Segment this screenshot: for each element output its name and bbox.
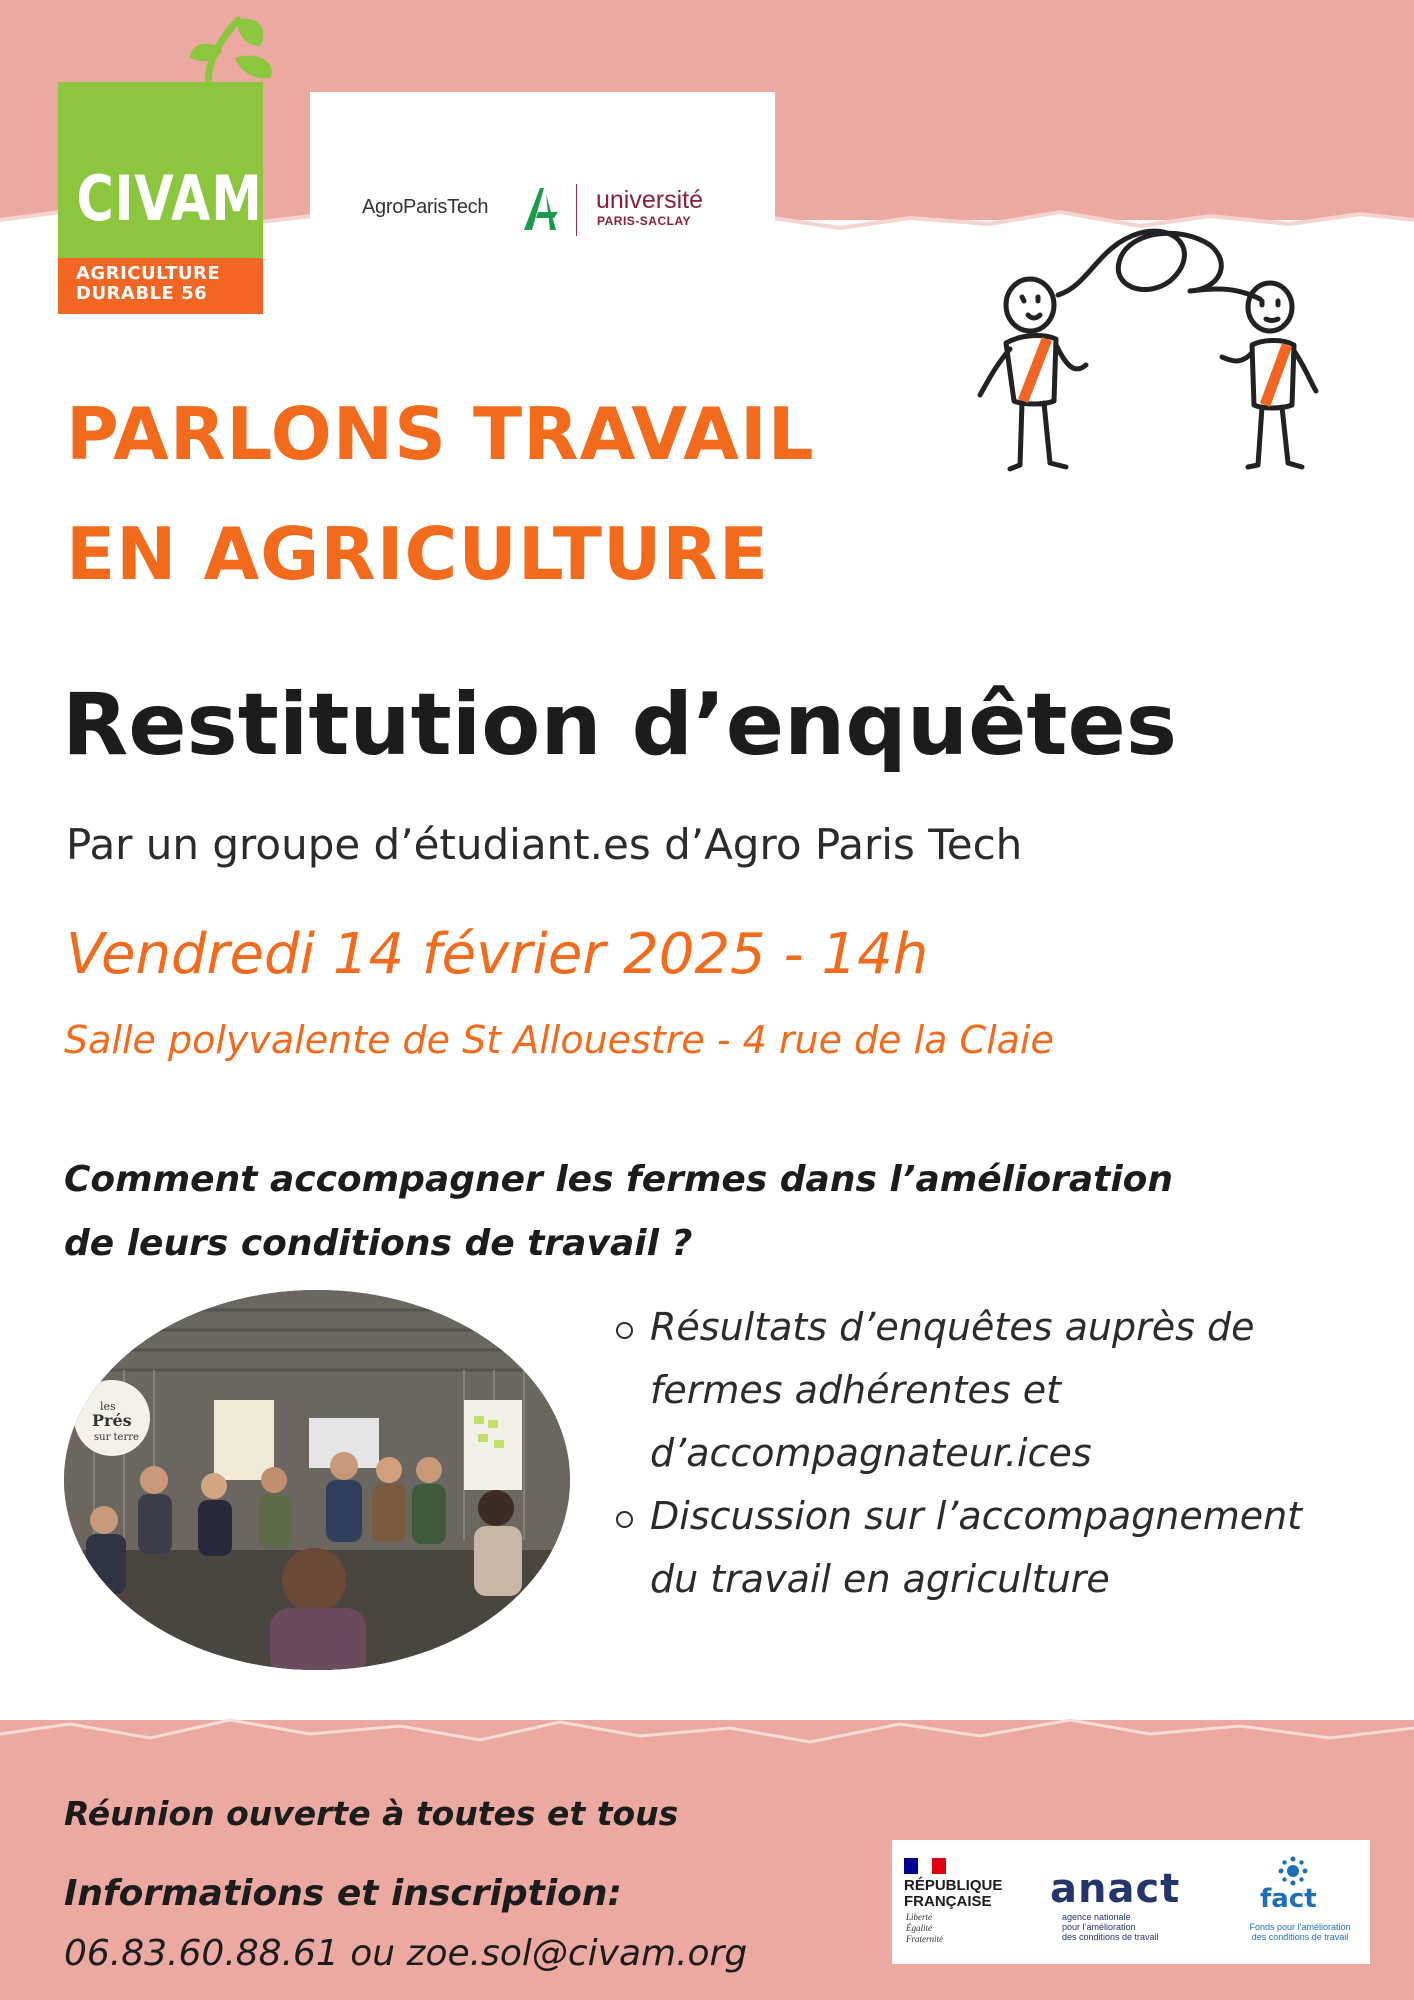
agenda-item [612, 1296, 1372, 1485]
key-question-line1: Comment accompagner les fermes dans l’amélioration [64, 1159, 1174, 1200]
paris-saclay-logo-line1: université [596, 186, 703, 214]
civam-sub-line2: DURABLE 56 [76, 283, 208, 304]
agenda-list [612, 1296, 1372, 1611]
rf-line2: FRANÇAISE [904, 1893, 992, 1910]
meeting-photo-illustration [64, 1290, 570, 1670]
republique-francaise-marianne-icon [904, 1858, 946, 1874]
talking-figures-illustration [970, 215, 1350, 485]
rf-line1: RÉPUBLIQUE [904, 1877, 1003, 1894]
civam-logo-subtitle [58, 258, 263, 314]
agenda-item-1-line1: Résultats d’enquêtes auprès de [650, 1305, 1255, 1349]
photo-sign-line3: sur terre [94, 1432, 139, 1443]
anact-logo-text: anact [1050, 1866, 1181, 1912]
circle-bullet-icon [616, 1511, 633, 1528]
photo-sign-line2: Prés [92, 1411, 132, 1430]
agenda-item-1-line3: d’accompagnateur.ices [650, 1431, 1092, 1475]
key-question-line2: de leurs conditions de travail ? [64, 1223, 693, 1264]
anact-logo-subtitle [1062, 1912, 1159, 1942]
fact-logo-subtitle [1238, 1922, 1362, 1942]
anact-sub1: agence nationale [1062, 1912, 1131, 1922]
agroparistech-mark-icon [520, 184, 560, 232]
byline: Par un groupe d’étudiant.es d’Agro Paris Tech [66, 820, 1023, 869]
agenda-item-1-line2: fermes adhérentes et [650, 1368, 1062, 1412]
agenda-item-2-line2: du travail en agriculture [650, 1557, 1110, 1601]
republique-francaise-logo-text [904, 1878, 1002, 1910]
bottom-torn-edge [0, 1690, 1414, 1770]
rf-motto1: Liberté [906, 1912, 932, 1922]
meeting-photo [64, 1290, 570, 1670]
fact-logo-text: fact [1260, 1884, 1317, 1914]
civam-logo-text: CIVAM [76, 162, 263, 235]
key-question [64, 1148, 1264, 1276]
rf-motto2: Égalité [906, 1923, 932, 1933]
photo-sign-line1: les [100, 1400, 116, 1413]
subtitle: Restitution d’enquêtes [62, 675, 1178, 775]
info-label: Informations et inscription: [64, 1873, 622, 1914]
paris-saclay-logo-line2: PARIS-SACLAY [597, 214, 692, 228]
fact-sub1: Fonds pour l’amélioration [1249, 1922, 1351, 1932]
open-meeting-note: Réunion ouverte à toutes et tous [64, 1794, 679, 1833]
event-date: Vendredi 14 février 2025 - 14h [66, 922, 929, 987]
rf-motto3: Fraternité [906, 1934, 943, 1944]
agroparistech-logo-text: AgroParisTech [362, 196, 489, 218]
civam-sub-line1: AGRICULTURE [76, 263, 221, 284]
title-line-1: PARLONS TRAVAIL [66, 392, 815, 476]
title-line-2: EN AGRICULTURE [66, 512, 770, 596]
fact-sun-icon [1278, 1856, 1308, 1886]
anact-sub2: pour l’amélioration [1062, 1922, 1136, 1932]
partner-separator [576, 184, 577, 236]
anact-sub3: des conditions de travail [1062, 1932, 1159, 1942]
event-venue: Salle polyvalente de St Allouestre - 4 rue de la Claie [64, 1018, 1054, 1062]
republique-francaise-motto [906, 1912, 943, 1945]
circle-bullet-icon [616, 1322, 633, 1339]
agenda-item [612, 1485, 1372, 1611]
agenda-item-2-line1: Discussion sur l’accompagnement [650, 1494, 1303, 1538]
fact-sub2: des conditions de travail [1251, 1932, 1349, 1942]
contact-details[interactable]: 06.83.60.88.61 ou zoe.sol@civam.org [64, 1933, 748, 1974]
